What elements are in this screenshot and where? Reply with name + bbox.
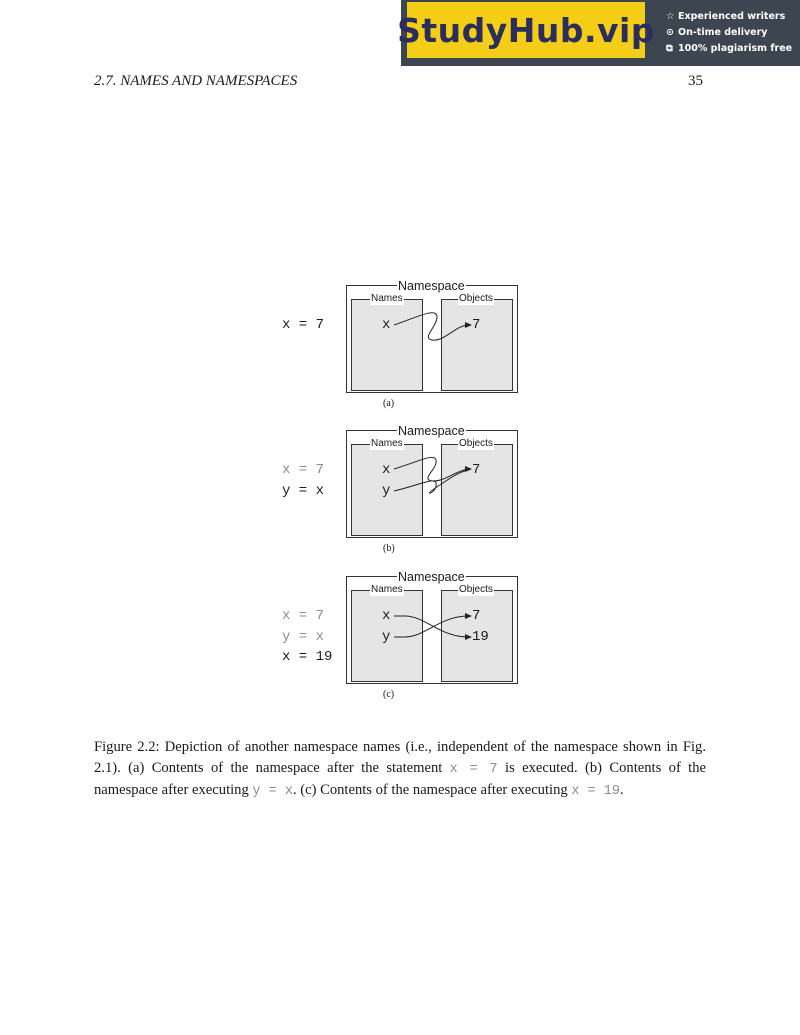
objects-label: Objects [459, 438, 493, 449]
reference-arrows [0, 571, 800, 711]
arrowhead [465, 634, 472, 640]
name-x: x [382, 317, 391, 333]
object-7: 7 [472, 317, 481, 333]
arrow-x-to-7 [394, 313, 468, 340]
namespace-label: Namespace [398, 424, 465, 438]
feature-item [666, 9, 792, 25]
caption-text: . [619, 782, 624, 798]
feature-list [666, 9, 792, 57]
copy-icon: ⧉ [666, 43, 673, 54]
namespace-label: Namespace [398, 279, 465, 293]
objects-label: Objects [459, 293, 493, 304]
caption-text: . (c) Contents of the namespace after executing [292, 782, 572, 798]
figure-panel-a [0, 280, 800, 420]
star-icon: ☆ [666, 11, 675, 22]
reference-arrows [0, 425, 800, 565]
feature-text: On-time delivery [678, 27, 768, 38]
figure-panel-c [0, 571, 800, 711]
clock-icon: ⊙ [666, 27, 674, 38]
studyhub-banner[interactable] [397, 0, 800, 66]
caption-code: x = 19 [571, 784, 620, 799]
caption-text: is executed. (b) Contents of the namespace after executing [94, 760, 707, 798]
names-label: Names [371, 584, 403, 595]
section-running-head: 2.7. NAMES AND NAMESPACES [94, 73, 298, 89]
arrowhead [465, 322, 472, 328]
objects-label: Objects [459, 584, 493, 595]
object-7: 7 [472, 462, 481, 478]
arrowhead [465, 613, 472, 619]
brand-logo[interactable]: StudyHub.vip [407, 2, 645, 58]
page-number: 35 [688, 73, 703, 89]
names-label: Names [371, 438, 403, 449]
subcaption-c: (c) [383, 689, 395, 700]
code-statement-prior: y = x [282, 629, 325, 645]
reference-arrows [0, 280, 800, 420]
subcaption-b: (b) [383, 543, 395, 554]
name-y: y [382, 629, 391, 645]
feature-text: 100% plagiarism free [678, 43, 793, 54]
figure-caption [94, 737, 706, 802]
feature-text: Experienced writers [678, 11, 786, 22]
object-19: 19 [472, 629, 489, 645]
namespace-label: Namespace [398, 570, 465, 584]
name-x: x [382, 608, 391, 624]
code-statement: x = 7 [282, 317, 325, 333]
caption-code: x = 7 [449, 762, 498, 777]
feature-item [666, 41, 792, 57]
code-statement-prior: x = 7 [282, 608, 325, 624]
figure-panel-b [0, 425, 800, 565]
code-statement: y = x [282, 483, 325, 499]
object-7: 7 [472, 608, 481, 624]
code-statement: x = 19 [282, 649, 333, 665]
code-statement-prior: x = 7 [282, 462, 325, 478]
name-x: x [382, 462, 391, 478]
caption-code: y = x [252, 784, 293, 799]
arrow-x-to-7 [394, 457, 468, 481]
names-label: Names [371, 293, 403, 304]
feature-item [666, 25, 792, 41]
name-y: y [382, 483, 391, 499]
arrow-y-to-7 [394, 616, 468, 637]
arrow-x-to-19 [394, 616, 468, 637]
subcaption-a: (a) [383, 398, 395, 409]
arrowhead [465, 466, 472, 472]
caption-text: Figure 2.2: Depiction of another namespace names (i.e., independent of the namespace shown in Fig. 2.1). (a) Contents of the namespace after the statement [94, 739, 706, 776]
arrow-y-to-7 [394, 470, 468, 493]
